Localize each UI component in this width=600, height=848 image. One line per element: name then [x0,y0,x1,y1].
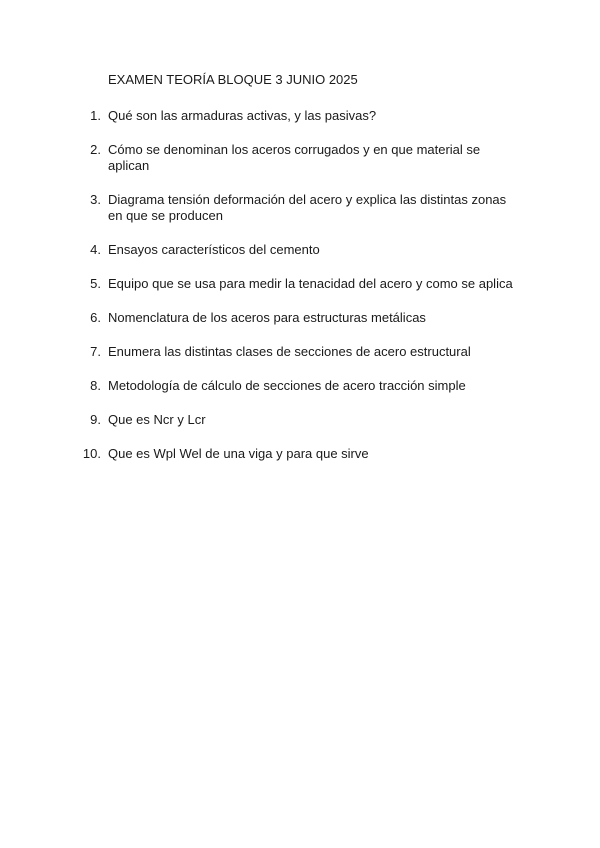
question-number: 3. [90,192,101,207]
question-text: Qué son las armaduras activas, y las pasivas? [108,108,377,123]
question-number: 9. [90,412,101,427]
question-text: Nomenclatura de los aceros para estructuras metálicas [108,310,426,325]
question-item [0,276,518,292]
question-item [0,310,518,326]
question-item [0,446,518,462]
question-text: Metodología de cálculo de secciones de acero tracción simple [108,378,466,393]
question-item [0,192,518,224]
question-item [0,108,518,124]
question-number: 10. [82,446,101,461]
question-text: Cómo se denominan los aceros corrugados y en que material se aplican [108,142,481,173]
question-item [0,142,518,174]
question-text: Enumera las distintas clases de secciones de acero estructural [108,344,471,359]
question-number: 7. [90,344,101,359]
exam-title: EXAMEN TEORÍA BLOQUE 3 JUNIO 2025 [108,72,358,87]
question-number: 4. [90,242,101,257]
question-list [0,108,600,480]
question-number: 8. [90,378,101,393]
question-text: Diagrama tensión deformación del acero y explica las distintas zonas en que se producen [108,192,507,223]
question-number: 1. [90,108,101,123]
question-text: Equipo que se usa para medir la tenacidad del acero y como se aplica [108,276,513,291]
question-text: Ensayos característicos del cemento [108,242,320,257]
question-text: Que es Wpl Wel de una viga y para que sirve [108,446,369,461]
question-number: 5. [90,276,101,291]
question-item [0,412,518,428]
question-item [0,378,518,394]
question-item [0,344,518,360]
question-text: Que es Ncr y Lcr [108,412,206,427]
question-number: 2. [90,142,101,157]
question-number: 6. [90,310,101,325]
question-item [0,242,518,258]
